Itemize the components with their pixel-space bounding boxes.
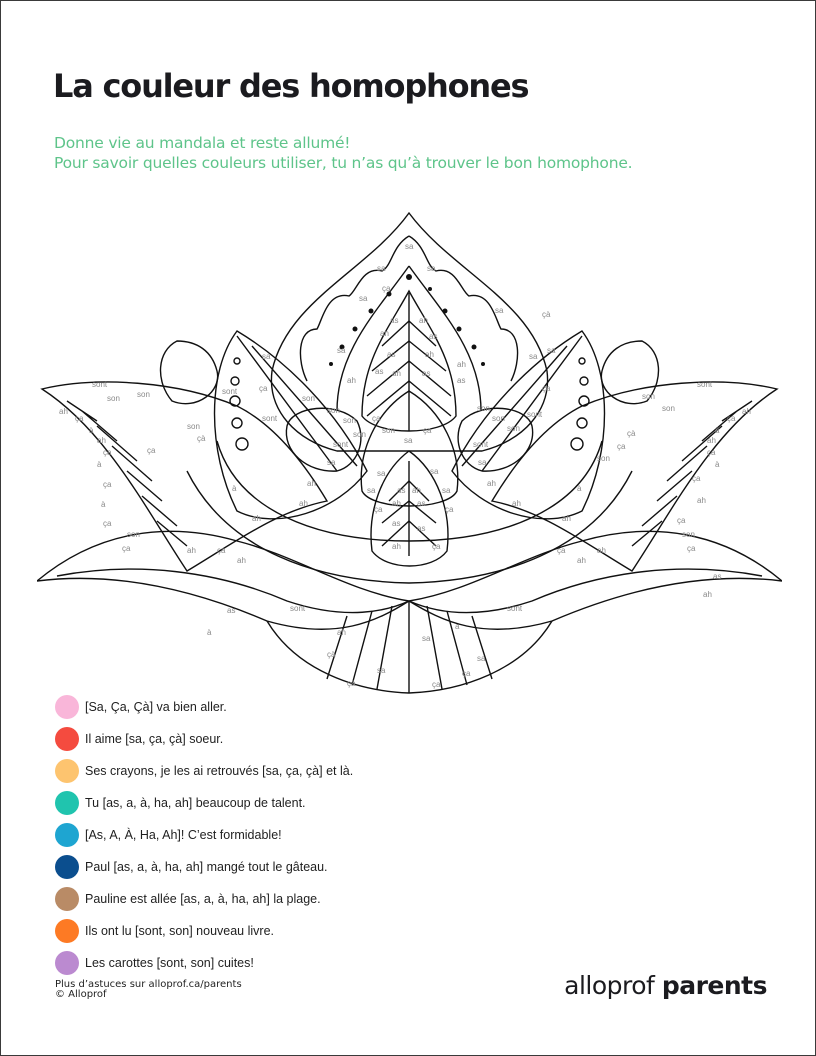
svg-text:sa: sa (427, 264, 436, 273)
svg-text:ça: ça (432, 542, 441, 551)
legend-sentence: Ses crayons, je les ai retrouvés [sa, ça, çà] et là. (85, 764, 354, 778)
legend-item (55, 723, 353, 755)
svg-text:ça: ça (432, 680, 441, 689)
logo-parents: parents (661, 971, 767, 1000)
svg-text:sa: sa (477, 654, 486, 663)
svg-text:sa: sa (430, 467, 439, 476)
svg-text:ça: ça (687, 544, 696, 553)
svg-text:ça: ça (423, 426, 432, 435)
svg-text:à: à (89, 426, 94, 435)
lotus-mandala-illustration (37, 211, 782, 696)
svg-text:ça: ça (103, 448, 112, 457)
color-swatch-teal (55, 791, 79, 815)
svg-text:sont: sont (333, 440, 349, 449)
svg-text:à: à (232, 484, 237, 493)
svg-text:sa: sa (404, 436, 413, 445)
svg-text:sa: sa (442, 486, 451, 495)
svg-text:ça: ça (147, 446, 156, 455)
svg-text:sa: sa (359, 294, 368, 303)
svg-text:ah: ah (419, 316, 428, 325)
svg-text:ça: ça (542, 384, 551, 393)
svg-text:sont: sont (222, 387, 238, 396)
svg-text:as: as (713, 572, 722, 581)
svg-text:ça: ça (382, 284, 391, 293)
legend-sentence: [Sa, Ça, Çà] va bien aller. (85, 700, 227, 714)
color-swatch-purple (55, 951, 79, 975)
svg-text:ça: ça (103, 519, 112, 528)
legend-sentence: Ils ont lu [sont, son] nouveau livre. (85, 924, 274, 938)
legend-item (55, 947, 353, 979)
svg-text:à: à (715, 426, 720, 435)
legend-item (55, 851, 353, 883)
svg-text:as: as (227, 606, 236, 615)
svg-text:ah: ah (703, 590, 712, 599)
svg-text:çà: çà (327, 650, 336, 659)
svg-text:sa: sa (377, 666, 386, 675)
svg-text:son: son (682, 530, 695, 539)
svg-text:sont: sont (92, 380, 108, 389)
svg-text:ça: ça (122, 544, 131, 553)
svg-text:sont: sont (290, 604, 306, 613)
color-swatch-red (55, 727, 79, 751)
legend-item (55, 755, 353, 787)
svg-text:ah: ah (597, 546, 606, 555)
logo-alloprof: alloprof (564, 971, 655, 1000)
legend-sentence: Il aime [sa, ça, çà] soeur. (85, 732, 224, 746)
svg-text:as: as (422, 369, 431, 378)
svg-text:ça: ça (617, 442, 626, 451)
svg-text:ça: ça (677, 516, 686, 525)
svg-text:as: as (417, 499, 426, 508)
legend-sentence: Paul [as, a, à, ha, ah] mangé tout le gâteau. (85, 860, 328, 874)
svg-text:as: as (397, 486, 406, 495)
svg-text:son: son (107, 394, 120, 403)
svg-text:son: son (642, 392, 655, 401)
svg-text:ça: ça (445, 505, 454, 514)
svg-text:ah: ah (742, 407, 751, 416)
svg-text:ah: ah (412, 486, 421, 495)
svg-text:son: son (507, 424, 520, 433)
svg-text:son: son (662, 404, 675, 413)
svg-text:sont: sont (507, 604, 523, 613)
svg-text:sa: sa (262, 352, 271, 361)
svg-text:ça: ça (259, 384, 268, 393)
svg-text:ah: ah (577, 556, 586, 565)
svg-text:ah: ah (59, 407, 68, 416)
svg-text:ah: ah (392, 542, 401, 551)
svg-text:ça: ça (692, 474, 701, 483)
svg-text:ça: ça (557, 546, 566, 555)
color-swatch-orange (55, 919, 79, 943)
svg-text:à: à (97, 460, 102, 469)
svg-text:sa: sa (529, 352, 538, 361)
svg-text:ah: ah (252, 514, 261, 523)
svg-text:sa: sa (327, 458, 336, 467)
svg-text:son: son (302, 394, 315, 403)
svg-text:ah: ah (237, 556, 246, 565)
instructions-line-2: Pour savoir quelles couleurs utiliser, tu n’as qu’à trouver le bon homophone. (54, 154, 633, 172)
svg-text:ah: ah (697, 496, 706, 505)
svg-text:ah: ah (347, 376, 356, 385)
svg-text:sont: sont (697, 380, 713, 389)
svg-text:as: as (457, 376, 466, 385)
svg-text:son: son (382, 426, 395, 435)
svg-text:ah: ah (337, 628, 346, 637)
svg-text:sont: sont (262, 414, 278, 423)
legend-sentence: Tu [as, a, à, ha, ah] beaucoup de talent. (85, 796, 306, 810)
svg-text:ça: ça (372, 414, 381, 423)
svg-text:sont: sont (527, 410, 543, 419)
page-title: La couleur des homophones (53, 67, 529, 105)
svg-text:ça: ça (374, 505, 383, 514)
legend-item (55, 915, 353, 947)
tips-link-text: Plus d’astuces sur alloprof.ca/parents (55, 979, 242, 990)
svg-text:à: à (715, 460, 720, 469)
svg-text:son: son (353, 430, 366, 439)
svg-text:ah: ah (299, 499, 308, 508)
svg-text:son: son (492, 414, 505, 423)
svg-text:sa: sa (547, 346, 556, 355)
svg-text:ça: ça (727, 414, 736, 423)
svg-text:sa: sa (422, 634, 431, 643)
legend-sentence: [As, A, À, Ha, Ah]! C’est formidable! (85, 828, 282, 842)
svg-text:ah: ah (562, 514, 571, 523)
svg-text:çà: çà (627, 429, 636, 438)
svg-text:as: as (417, 524, 426, 533)
instructions-line-1: Donne vie au mandala et reste allumé! (54, 134, 351, 152)
svg-text:ah: ah (457, 360, 466, 369)
svg-text:ah: ah (707, 436, 716, 445)
svg-text:ça: ça (707, 448, 716, 457)
color-swatch-light-blue (55, 823, 79, 847)
svg-text:ah: ah (187, 546, 196, 555)
svg-text:ah: ah (392, 369, 401, 378)
svg-text:son: son (597, 454, 610, 463)
svg-text:ah: ah (307, 479, 316, 488)
svg-text:sa: sa (377, 469, 386, 478)
svg-text:sa: sa (367, 486, 376, 495)
footer-info (55, 980, 242, 1000)
svg-text:son: son (187, 422, 200, 431)
svg-text:as: as (375, 367, 384, 376)
svg-text:çà: çà (542, 310, 551, 319)
svg-text:sa: sa (337, 346, 346, 355)
svg-text:ah: ah (97, 436, 106, 445)
copyright: © Alloprof (55, 989, 107, 1000)
svg-text:çà: çà (347, 679, 356, 688)
alloprof-parents-logo (564, 971, 767, 1000)
svg-text:as: as (429, 332, 438, 341)
svg-text:ah: ah (392, 499, 401, 508)
svg-text:sa: sa (478, 458, 487, 467)
svg-text:ah: ah (512, 499, 521, 508)
color-legend (55, 691, 353, 979)
color-swatch-brown (55, 887, 79, 911)
svg-text:son: son (137, 390, 150, 399)
color-swatch-pink (55, 695, 79, 719)
color-swatch-yellow (55, 759, 79, 783)
svg-text:ça: ça (462, 669, 471, 678)
svg-text:ah: ah (380, 329, 389, 338)
instructions (54, 133, 632, 173)
legend-item (55, 819, 353, 851)
svg-text:as: as (387, 350, 396, 359)
legend-item (55, 691, 353, 723)
svg-text:ça: ça (217, 546, 226, 555)
svg-text:à: à (101, 500, 106, 509)
legend-item (55, 787, 353, 819)
svg-text:çà: çà (197, 434, 206, 443)
svg-text:sa: sa (495, 306, 504, 315)
svg-text:sa: sa (405, 242, 414, 251)
svg-text:à: à (207, 628, 212, 637)
svg-text:ça: ça (75, 414, 84, 423)
svg-text:à: à (577, 484, 582, 493)
svg-text:ah: ah (425, 350, 434, 359)
svg-text:sa: sa (377, 264, 386, 273)
svg-text:ah: ah (487, 479, 496, 488)
color-swatch-dark-blue (55, 855, 79, 879)
svg-text:sont: sont (473, 440, 489, 449)
svg-text:son: son (477, 404, 490, 413)
legend-sentence: Les carottes [sont, son] cuites! (85, 956, 254, 970)
svg-text:a: a (455, 622, 460, 631)
svg-text:as: as (392, 519, 401, 528)
legend-item (55, 883, 353, 915)
svg-text:as: as (390, 316, 399, 325)
svg-text:son: son (343, 416, 356, 425)
svg-text:son: son (327, 406, 340, 415)
svg-text:son: son (127, 530, 140, 539)
svg-text:ça: ça (103, 480, 112, 489)
legend-sentence: Pauline est allée [as, a, à, ha, ah] la plage. (85, 892, 321, 906)
